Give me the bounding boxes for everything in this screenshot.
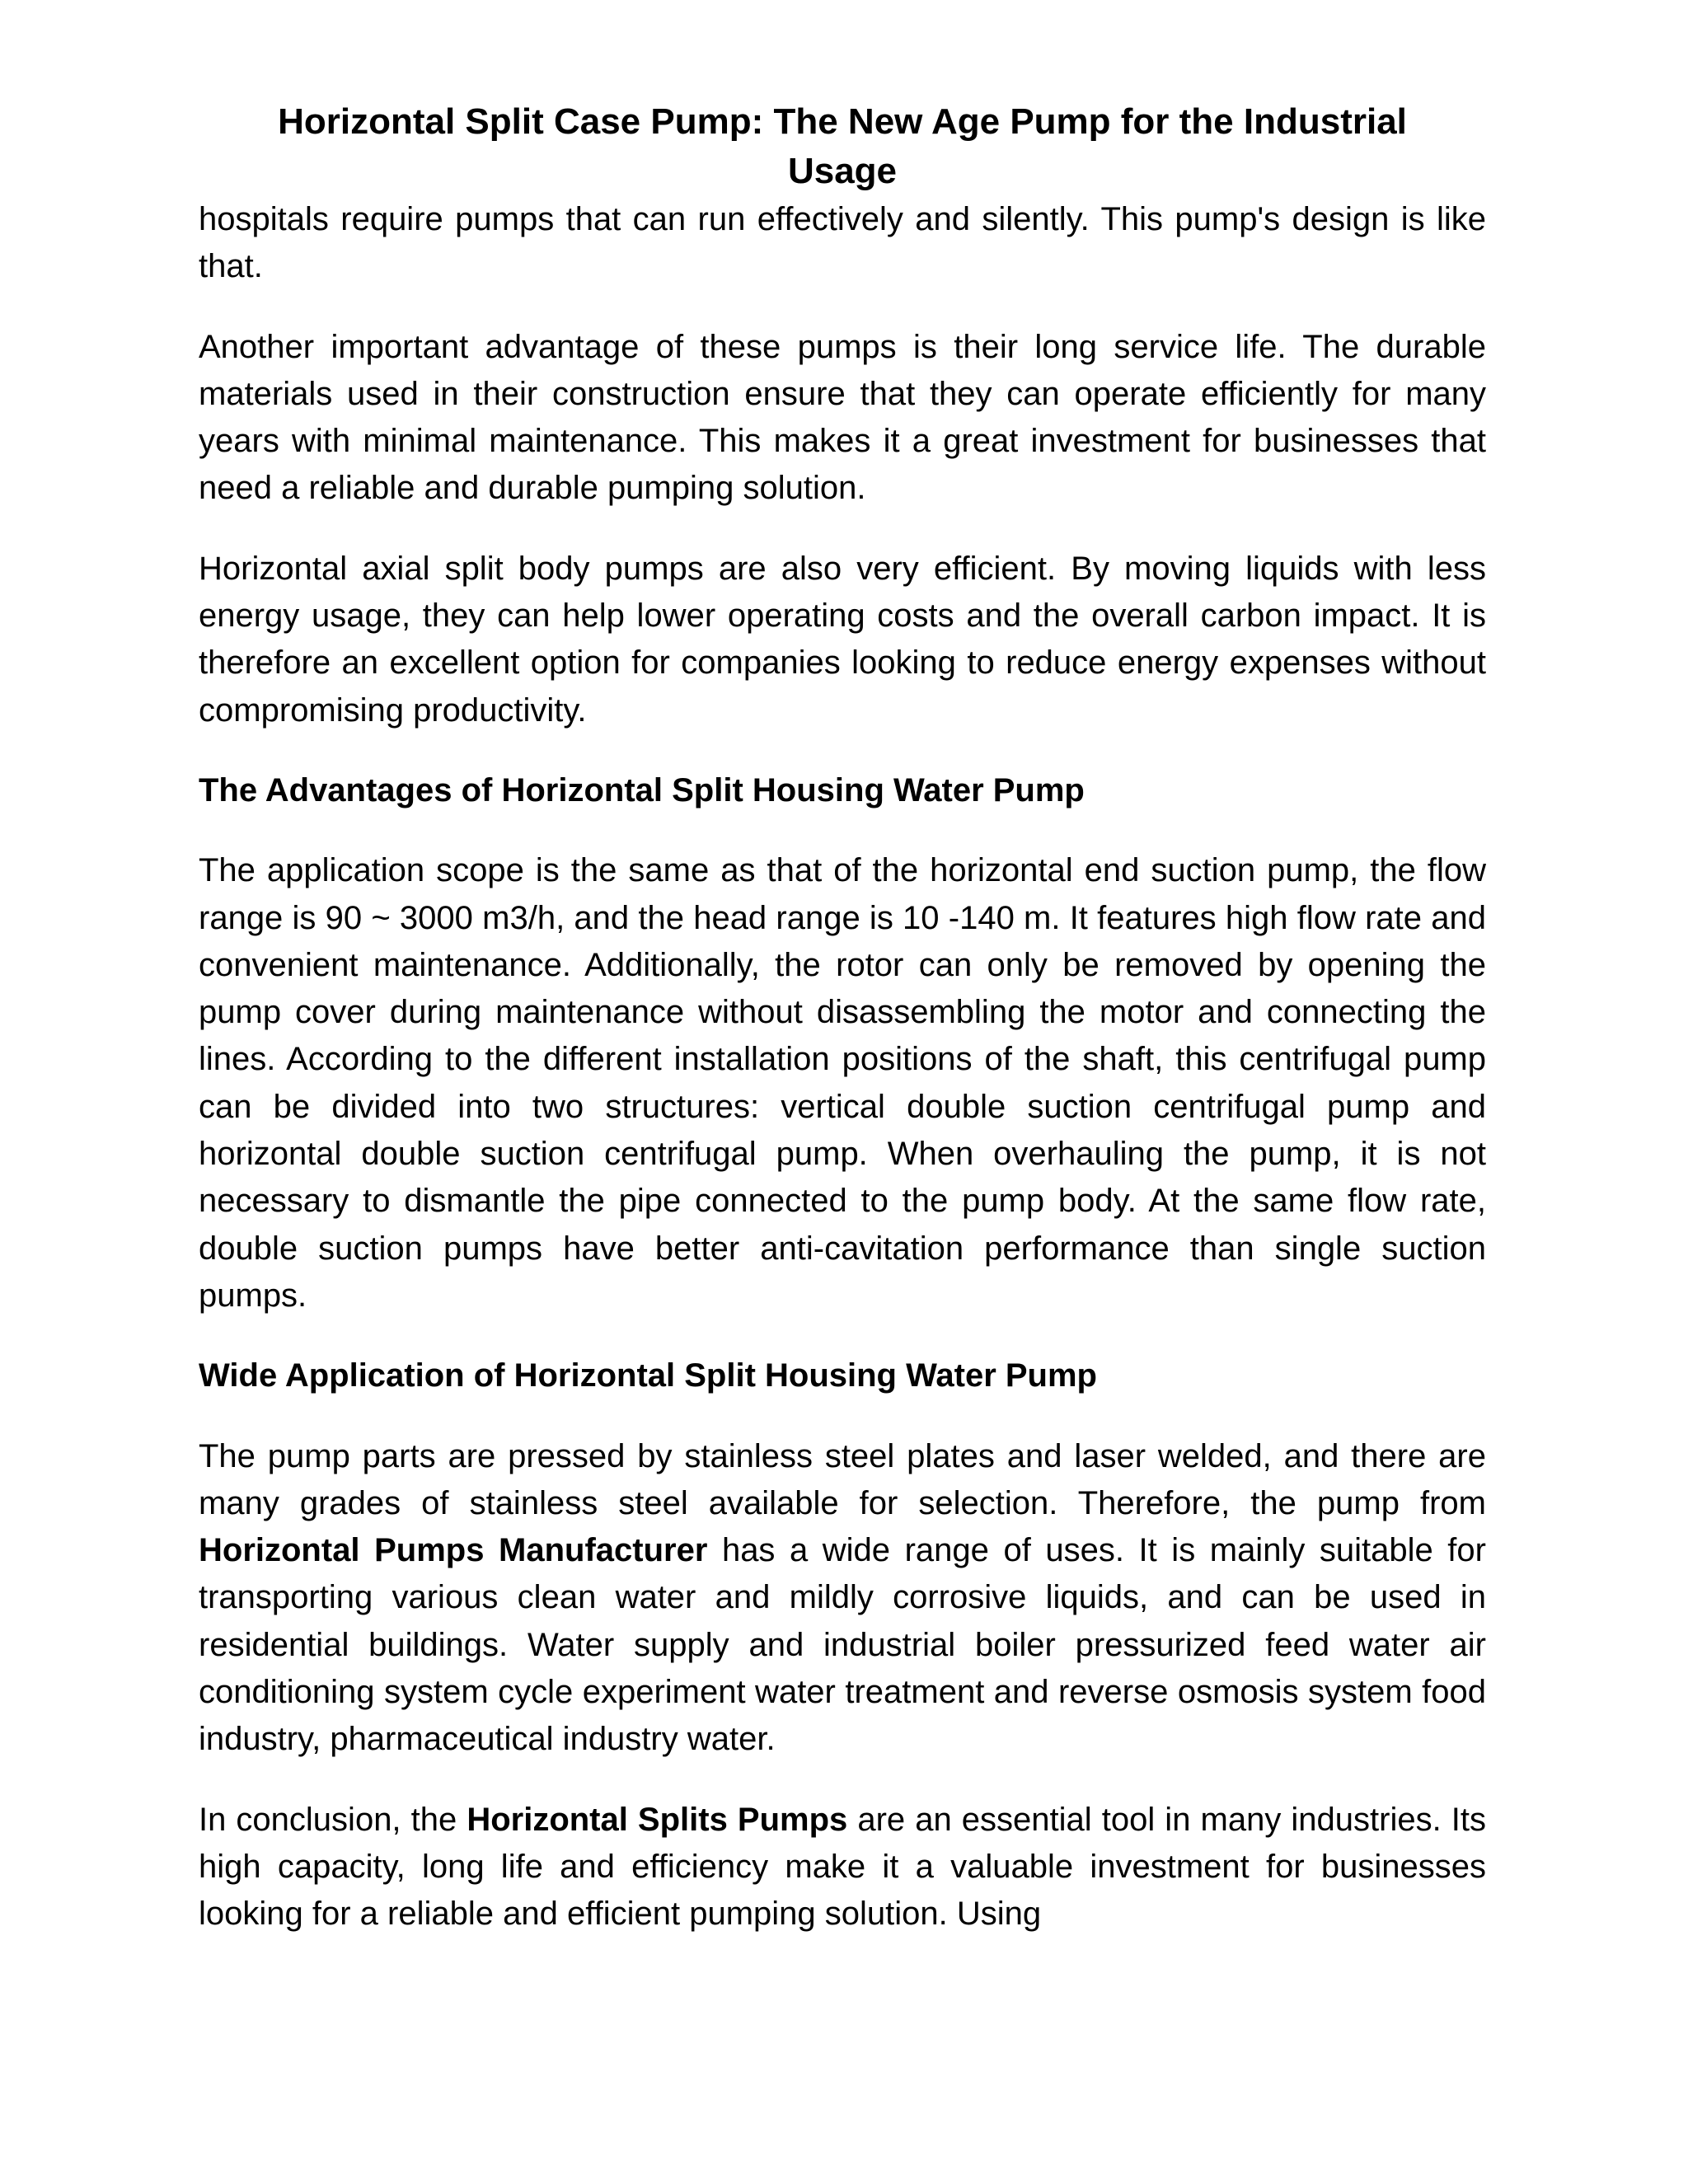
manufacturer-bold-text: Horizontal Pumps Manufacturer — [199, 1532, 708, 1569]
paragraph-service-life: Another important advantage of these pumps is their long service life. The durable materials used in their construction ensure that they can operate efficiently for many years with minimal maintenance. This makes it a great investment for businesses that need a reliable and durable pumping solution. — [199, 328, 1486, 507]
paragraph-hospitals: hospitals require pumps that can run effectively and silently. This pump's design is like that. — [199, 201, 1486, 285]
paragraph-conclusion-text-before: In conclusion, the — [199, 1801, 467, 1838]
document-page — [199, 97, 1486, 1971]
section-heading-wide-application: Wide Application of Horizontal Split Housing Water Pump — [199, 1357, 1097, 1394]
paragraph-pump-parts — [199, 1433, 1486, 1764]
paragraph-application-scope: The application scope is the same as that of the horizontal end suction pump, the flow range is 90 ~ 3000 m3/h, and the head range is 10 -140 m. It features high flow rate and convenient maintenance. Additionally, the rotor can only be removed by opening the pump cover during maintenance without disassembling the motor and connecting the lines. According to the different installation positions of the shaft, this centrifugal pump can be divided into two structures: vertical double suction centrifugal pump and horizontal double suction centrifugal pump. When overhauling the pump, it is not necessary to dismantle the pipe connected to the pump body. At the same flow rate, double suction pumps have better anti-cavitation performance than single suction pumps. — [199, 852, 1486, 1314]
splits-pumps-bold-text: Horizontal Splits Pumps — [467, 1801, 848, 1838]
section-heading-advantages: The Advantages of Horizontal Split Housing Water Pump — [199, 771, 1085, 808]
paragraph-pump-parts-text-before: The pump parts are pressed by stainless steel plates and laser welded, and there are many grades of stainless steel available for selection. Therefore, the pump from — [199, 1437, 1486, 1521]
paragraph-conclusion-text-after: are an essential tool in many industries. Its high capacity, long life and efficiency make it a valuable investment for businesses looking for a reliable and efficient pumping solution. Using — [199, 1801, 1487, 1933]
paragraph-pump-parts-text-after: has a wide range of uses. It is mainly suitable for transporting various clean water and mildly corrosive liquids, and can be used in residential buildings. Water supply and industrial boiler pressurized feed water air conditioning system cycle experiment water treatment and reverse osmosis system food industry, pharmaceutical industry water. — [199, 1532, 1486, 1758]
paragraph-conclusion — [199, 1797, 1486, 1938]
paragraph-efficiency: Horizontal axial split body pumps are also very efficient. By moving liquids with less energy usage, they can help lower operating costs and the overall carbon impact. It is therefore an excellent option for companies looking to reduce energy expenses without compromising productivity. — [199, 550, 1486, 729]
document-title: Horizontal Split Case Pump: The New Age Pump for the Industrial Usage — [278, 101, 1407, 191]
